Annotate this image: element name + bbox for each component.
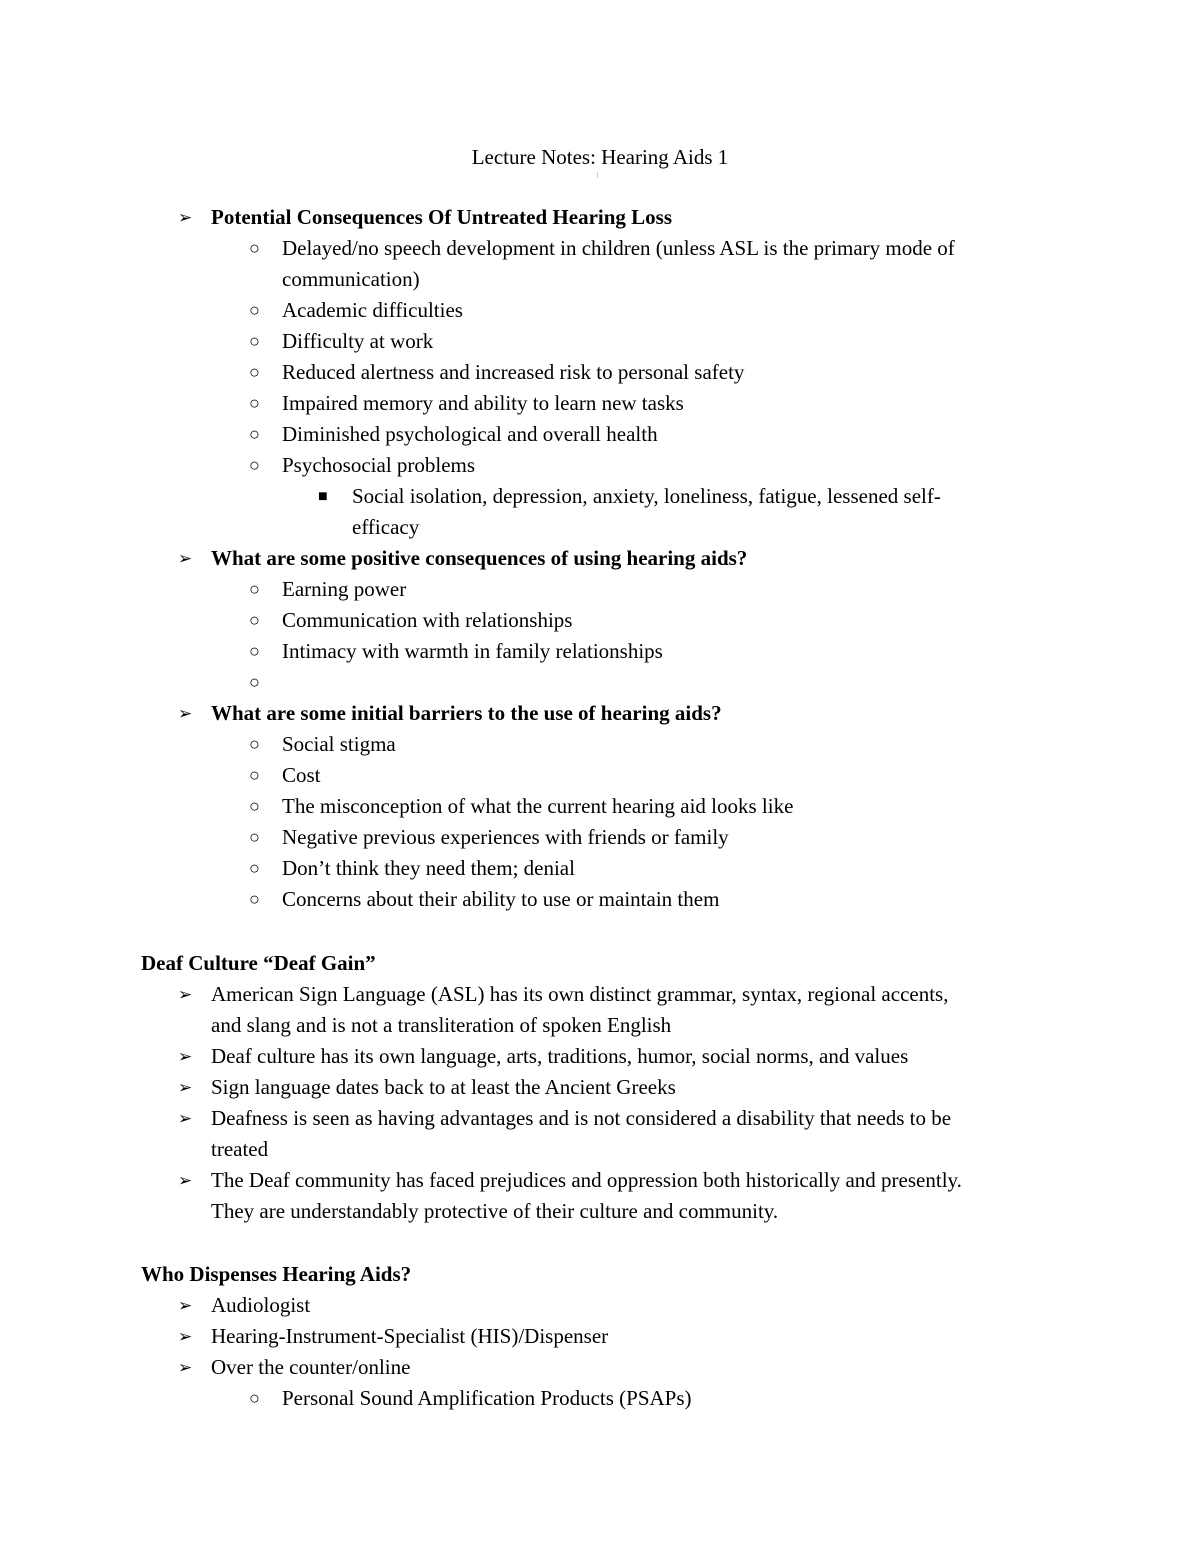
arrow-bullet-icon: ➢ xyxy=(178,1171,193,1190)
list-item: ○ Social stigma xyxy=(0,729,1200,760)
who-dispenses-section xyxy=(0,1259,1200,1414)
circle-bullet-icon: ○ xyxy=(249,734,260,754)
list-item-continuation: They are understandably protective of their culture and community. xyxy=(211,1199,779,1223)
list-heading: ➢ What are some initial barriers to the use of hearing aids? xyxy=(0,698,1200,729)
circle-bullet-icon: ○ xyxy=(249,331,260,351)
list-item: ➢ Deaf culture has its own language, arts, traditions, humor, social norms, and values xyxy=(0,1041,1200,1072)
list-item: ➢ Audiologist xyxy=(0,1290,1200,1321)
arrow-bullet-icon: ➢ xyxy=(178,1078,193,1097)
list-item: ○ Cost xyxy=(0,760,1200,791)
list-item: ○ Intimacy with warmth in family relationships xyxy=(0,636,1200,667)
circle-bullet-icon: ○ xyxy=(249,300,260,320)
list-item: ○ Impaired memory and ability to learn new tasks xyxy=(0,388,1200,419)
list-item: ○ Don’t think they need them; denial xyxy=(0,853,1200,884)
arrow-bullet-icon: ➢ xyxy=(178,985,193,1004)
page-title: Lecture Notes: Hearing Aids 1 xyxy=(471,145,729,169)
circle-bullet-icon: ○ xyxy=(249,1388,260,1408)
list-item: ○ Psychosocial problems xyxy=(0,450,1200,481)
square-bullet-icon: ■ xyxy=(318,488,328,505)
list-item: ➢ Deafness is seen as having advantages and is not considered a disability that needs to be xyxy=(0,1103,1200,1134)
cursor-mark xyxy=(597,172,598,178)
list-heading: ➢ Potential Consequences Of Untreated Hearing Loss xyxy=(0,202,1200,233)
arrow-bullet-icon: ➢ xyxy=(178,1109,193,1128)
sub-list-item-continuation: efficacy xyxy=(352,515,420,539)
list-item: ○ Negative previous experiences with friends or family xyxy=(0,822,1200,853)
list-item: ○ Communication with relationships xyxy=(0,605,1200,636)
list-item: ➢ Over the counter/online xyxy=(0,1352,1200,1383)
circle-bullet-icon: ○ xyxy=(249,393,260,413)
sub-list-item: ■ Social isolation, depression, anxiety, loneliness, fatigue, lessened self- xyxy=(0,481,1200,512)
list-item: ➢ The Deaf community has faced prejudices and oppression both historically and presently. xyxy=(0,1165,1200,1196)
list-item-continuation: treated xyxy=(211,1137,269,1161)
deaf-culture-section xyxy=(0,948,1200,1227)
list-item: ○ Diminished psychological and overall health xyxy=(0,419,1200,450)
circle-bullet-icon: ○ xyxy=(249,579,260,599)
list-item: ➢ Hearing-Instrument-Specialist (HIS)/Dispenser xyxy=(0,1321,1200,1352)
list-item: ○ Concerns about their ability to use or maintain them xyxy=(0,884,1200,915)
list-item: ○ Reduced alertness and increased risk to personal safety xyxy=(0,357,1200,388)
arrow-bullet-icon: ➢ xyxy=(178,549,193,568)
circle-bullet-icon: ○ xyxy=(249,610,260,630)
list-item: ○ The misconception of what the current hearing aid looks like xyxy=(0,791,1200,822)
main-outline-list xyxy=(0,202,1200,915)
circle-bullet-icon: ○ xyxy=(249,858,260,878)
arrow-bullet-icon: ➢ xyxy=(178,1296,193,1315)
list-item-empty xyxy=(0,667,1200,698)
circle-bullet-icon: ○ xyxy=(249,796,260,816)
list-item-continuation: communication) xyxy=(282,267,420,291)
list-item: ○ Academic difficulties xyxy=(0,295,1200,326)
circle-bullet-icon: ○ xyxy=(249,765,260,785)
circle-bullet-icon: ○ xyxy=(249,641,260,661)
circle-bullet-icon: ○ xyxy=(249,362,260,382)
circle-bullet-icon: ○ xyxy=(249,827,260,847)
circle-bullet-icon: ○ xyxy=(249,672,260,692)
list-item: ➢ American Sign Language (ASL) has its own distinct grammar, syntax, regional accents, xyxy=(0,979,1200,1010)
list-item: ○ Delayed/no speech development in children (unless ASL is the primary mode of xyxy=(0,233,1200,264)
list-item: ○ Earning power xyxy=(0,574,1200,605)
circle-bullet-icon: ○ xyxy=(249,238,260,258)
section-heading: Deaf Culture “Deaf Gain” xyxy=(141,951,376,975)
circle-bullet-icon: ○ xyxy=(249,889,260,909)
list-heading: ➢ What are some positive consequences of using hearing aids? xyxy=(0,543,1200,574)
arrow-bullet-icon: ➢ xyxy=(178,208,193,227)
arrow-bullet-icon: ➢ xyxy=(178,1358,193,1377)
circle-bullet-icon: ○ xyxy=(249,424,260,444)
list-item: ➢ Sign language dates back to at least the Ancient Greeks xyxy=(0,1072,1200,1103)
circle-bullet-icon: ○ xyxy=(249,455,260,475)
sub-list-item: ○ Personal Sound Amplification Products (PSAPs) xyxy=(0,1383,1200,1414)
arrow-bullet-icon: ➢ xyxy=(178,704,193,723)
arrow-bullet-icon: ➢ xyxy=(178,1047,193,1066)
list-item-continuation: and slang and is not a transliteration of spoken English xyxy=(211,1013,672,1037)
arrow-bullet-icon: ➢ xyxy=(178,1327,193,1346)
list-item: ○ Difficulty at work xyxy=(0,326,1200,357)
section-heading: Who Dispenses Hearing Aids? xyxy=(141,1262,412,1286)
